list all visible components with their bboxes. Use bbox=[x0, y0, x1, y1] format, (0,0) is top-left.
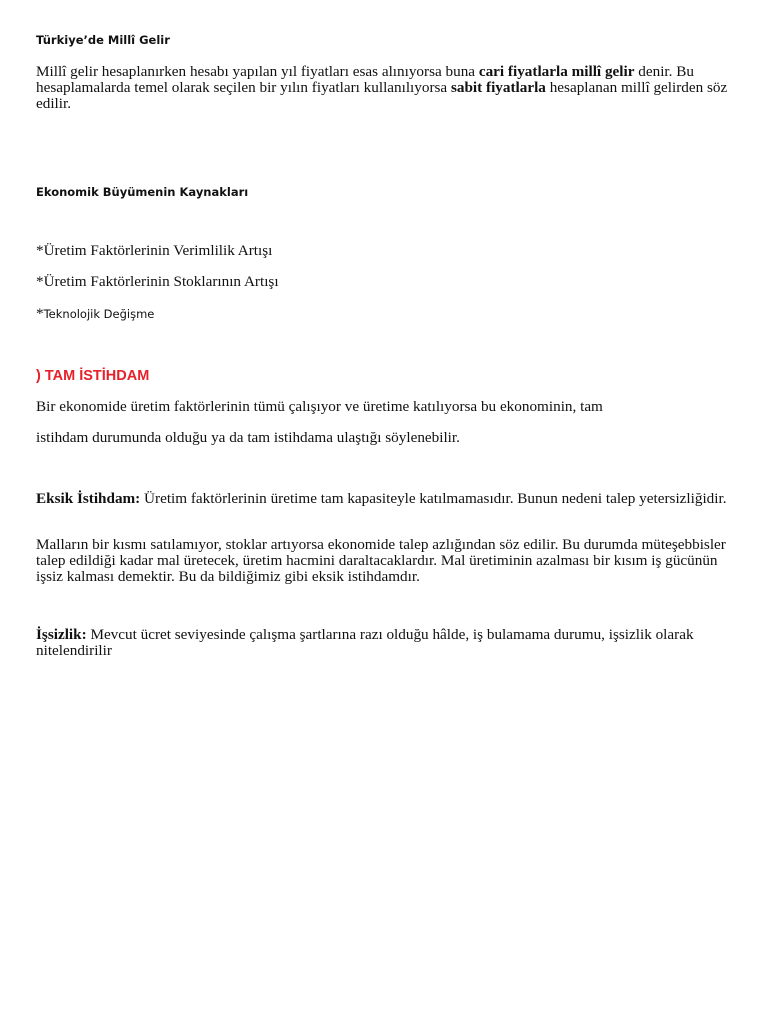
list-bullet: * bbox=[36, 242, 44, 259]
bold-term-issizlik: İşsizlik: bbox=[36, 626, 87, 643]
paragraph-tam-istihdam-line1: Bir ekonomide üretim faktörlerinin tümü çalışıyor ve üretime katılıyorsa bu ekonominin, tam bbox=[36, 398, 603, 415]
section-title-tam-istihdam: ) TAM İSTİHDAM bbox=[36, 368, 150, 384]
text-run: denir. Bu hesaplamalarda temel olarak seçilen bir yılın fiyatları kullanılıyorsa bbox=[36, 63, 694, 96]
list-item-text: Teknolojik Değişme bbox=[43, 307, 155, 321]
paragraph-milli-gelir bbox=[36, 64, 736, 112]
section-title-milli-gelir: Türkiye’de Millî Gelir bbox=[36, 33, 170, 47]
list-item-stoklar bbox=[36, 274, 279, 290]
text-run: Millî gelir hesaplanırken hesabı yapılan yıl fiyatları esas alınıyorsa buna bbox=[36, 63, 479, 80]
list-bullet: * bbox=[36, 305, 44, 322]
paragraph-issizlik bbox=[36, 627, 736, 659]
paragraph-eksik-istihdam bbox=[36, 491, 736, 507]
list-item-verimlilik bbox=[36, 243, 272, 259]
bold-term-sabit: sabit fiyatlarla bbox=[450, 79, 546, 96]
section-title-buyume-kaynaklari: Ekonomik Büyümenin Kaynakları bbox=[36, 185, 249, 199]
paragraph-tam-istihdam-line2: istihdam durumunda olduğu ya da tam istihdama ulaştığı söylenebilir. bbox=[36, 429, 460, 446]
list-bullet: * bbox=[36, 273, 44, 290]
list-item-text: Üretim Faktörlerinin Verimlilik Artışı bbox=[43, 242, 273, 259]
text-run: hesaplanan millî gelirden söz edilir. bbox=[36, 79, 728, 112]
bold-term-eksik-istihdam: Eksik İstihdam: bbox=[36, 490, 141, 507]
list-item-teknolojik bbox=[36, 306, 154, 322]
bold-term-cari: cari fiyatlarla millî gelir bbox=[478, 63, 635, 80]
list-item-text: Üretim Faktörlerinin Stoklarının Artışı bbox=[43, 273, 279, 290]
text-run: Üretim faktörlerinin üretime tam kapasiteyle katılmamasıdır. Bunun nedeni talep yetersizliğidir. bbox=[140, 490, 727, 507]
paragraph-talep-azligi: Malların bir kısmı satılamıyor, stoklar artıyorsa ekonomide talep azlığından söz edilir. Bu durumda müteşebbisler talep edildiği kadar mal üretecek, üretim hacmini daraltacaklardır. Mal üretiminin azalması bir kısım iş gücünün işsiz kalması demektir. Bu da bildiğimiz gibi eksik istihdamdır. bbox=[36, 536, 726, 585]
text-run: Mevcut ücret seviyesinde çalışma şartlarına razı olduğu hâlde, iş bulamama durumu, işsizlik olarak nitelendirilir bbox=[36, 626, 694, 659]
